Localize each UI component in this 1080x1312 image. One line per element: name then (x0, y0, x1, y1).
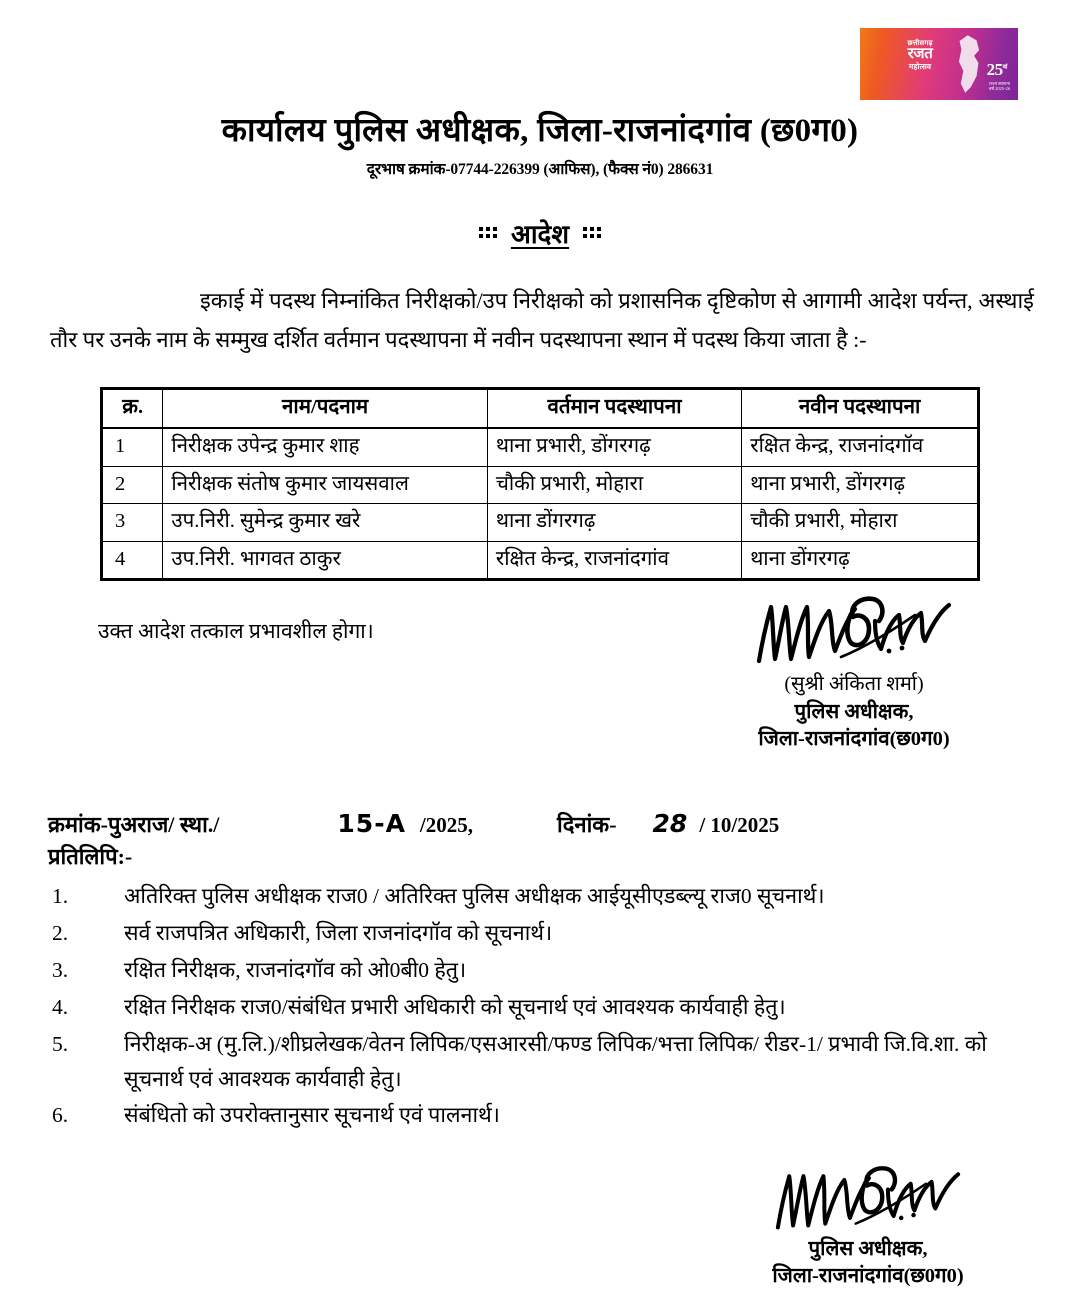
effect-and-signature-row (38, 609, 1042, 779)
reference-year: /2025, (419, 813, 474, 838)
cell-new: चौकी प्रभारी, मोहारा (742, 504, 979, 542)
list-item-text: रक्षित निरीक्षक, राजनांदगॉव को ओ0बी0 हेतु। (124, 958, 467, 983)
logo-badge-subtext-line2: वर्ष 2025-26 (988, 86, 1011, 92)
cell-serial: 3 (102, 504, 163, 542)
list-item-text: अतिरिक्त पुलिस अधीक्षक राज0 / अतिरिक्त पुलिस अधीक्षक आईयूसीएडब्ल्यू राज0 सूचनार्थ। (124, 884, 825, 909)
table-row (102, 541, 979, 580)
cell-new: थाना डोंगरगढ़ (742, 541, 979, 580)
logo-badge-subtext-line1: राज्य स्थापना (988, 81, 1011, 87)
list-item-text: संबंधितो को उपरोक्तानुसार सूचनार्थ एवं पालनार्थ। (124, 1103, 500, 1128)
logo-line-3: महोत्सव (908, 61, 932, 71)
table-header-row (102, 389, 979, 428)
cell-name: निरीक्षक उपेन्द्र कुमार शाह (163, 428, 487, 466)
chhattisgarh-rajat-mahotsav-logo (860, 28, 1018, 100)
dot-ornament-left-icon (479, 227, 497, 238)
list-item-number: 6. (52, 1103, 69, 1128)
table-row (102, 466, 979, 504)
effect-statement: उक्त आदेश तत्काल प्रभावशील होगा। (98, 619, 374, 644)
date-label: दिनांक- (557, 812, 617, 838)
cell-current: चौकी प्रभारी, मोहारा (487, 466, 741, 504)
transfer-table-body (102, 428, 979, 580)
transfer-table (100, 387, 980, 581)
logo-line-1: छत्तीसगढ़ (907, 39, 933, 48)
cell-serial: 2 (102, 466, 163, 504)
signatory-designation: पुलिस अधीक्षक, (794, 700, 914, 723)
logo-line-2: रजत (907, 46, 933, 63)
signature-block-top (704, 591, 1004, 752)
cell-current: थाना प्रभारी, डोंगरगढ़ (487, 428, 741, 466)
order-body-paragraph: इकाई में पदस्थ निम्नांकित निरीक्षको/उप निरीक्षको को प्रशासनिक दृष्टिकोण से आगामी आदेश पर्यन्त, अस्थाई तौर पर उनके नाम के सम्मुख दर्शित वर्तमान पदस्थापना में नवीन पदस्थापना स्थान में पदस्थ किया जाता है :- (50, 287, 1034, 353)
cell-name: उप.निरी. भागवत ठाकुर (163, 541, 487, 580)
list-item (52, 879, 1028, 914)
signatory-designation: पुलिस अधीक्षक, (808, 1237, 928, 1260)
list-item (52, 990, 1028, 1025)
column-header-current: वर्तमान पदस्थापना (487, 389, 741, 428)
reference-label: क्रमांक-पुअराज/ स्था./ (48, 812, 220, 838)
transfer-table-head (102, 389, 979, 428)
logo-number-value: 25 (986, 60, 1003, 80)
column-header-new: नवीन पदस्थापना (742, 389, 979, 428)
order-heading-text: आदेश (510, 219, 570, 249)
copy-distribution-list (38, 879, 1042, 1133)
list-item-number: 1. (52, 884, 69, 909)
column-header-name: नाम/पदनाम (163, 389, 487, 428)
logo-text-block (885, 40, 955, 70)
reference-number-value: 15-A (337, 809, 406, 839)
list-item-number: 5. (52, 1031, 69, 1056)
list-item-number: 2. (52, 921, 69, 946)
cell-new: थाना प्रभारी, डोंगरगढ़ (742, 466, 979, 504)
table-row (102, 428, 979, 466)
copy-to-label: प्रतिलिपि:- (48, 844, 133, 870)
handwritten-signature-icon (749, 591, 959, 669)
column-header-serial: क्र. (102, 389, 163, 428)
office-title: कार्यालय पुलिस अधीक्षक, जिला-राजनांदगांव (छ0ग0) (221, 113, 859, 149)
list-item-text: सर्व राजपत्रित अधिकारी, जिला राजनांदगॉव को सूचनार्थ। (124, 921, 553, 946)
transfer-table-wrapper (38, 387, 1042, 581)
dot-ornament-right-icon (583, 227, 601, 238)
reference-line (38, 809, 1042, 839)
cell-current: थाना डोंगरगढ़ (487, 504, 741, 542)
list-item (52, 953, 1028, 988)
list-item-number: 4. (52, 994, 69, 1019)
list-item-number: 3. (52, 958, 69, 983)
office-phone-line: दूरभाष क्रमांक-07744-226399 (आफिस), (फैक्स नं0) 286631 (366, 160, 714, 178)
logo-anniversary-number (987, 61, 1007, 78)
cell-name: निरीक्षक संतोष कुमार जायसवाल (163, 466, 487, 504)
signatory-name: (सुश्री अंकिता शर्मा) (784, 673, 924, 696)
list-item (52, 1098, 1028, 1133)
list-item-text: रक्षित निरीक्षक राज0/संबंधित प्रभारी अधिकारी को सूचनार्थ एवं आवश्यक कार्यवाही हेतु। (124, 994, 786, 1019)
logo-banner (860, 28, 1018, 100)
table-row (102, 504, 979, 542)
handwritten-signature-icon (763, 1161, 973, 1235)
list-item-text: निरीक्षक-अ (मु.लि.)/शीघ्रलेखक/वेतन लिपिक/एसआरसी/फण्ड लिपिक/भत्ता लिपिक/ रीडर-1/ प्रभावी जि.वि.शा. को सूचनार्थ एवं आवश्यक कार्यवाही हेतु। (124, 1031, 987, 1091)
cell-serial: 4 (102, 541, 163, 580)
cell-current: रक्षित केन्द्र, राजनांदगांव (487, 541, 741, 580)
order-heading (38, 215, 1042, 251)
signature-block-bottom (718, 1161, 1018, 1290)
date-day-value: 28 (652, 809, 688, 839)
cell-name: उप.निरी. सुमेन्द्र कुमार खरे (163, 504, 487, 542)
list-item (52, 916, 1028, 951)
chhattisgarh-map-icon (953, 35, 985, 93)
logo-badge-subtext (989, 81, 1010, 91)
cell-serial: 1 (102, 428, 163, 466)
signatory-district: जिला-राजनांदगांव(छ0ग0) (772, 1264, 964, 1287)
signatory-district: जिला-राजनांदगांव(छ0ग0) (758, 727, 950, 750)
cell-new: रक्षित केन्द्र, राजनांदगॉव (742, 428, 979, 466)
list-item (52, 1027, 1028, 1097)
date-month-year: / 10/2025 (699, 813, 780, 838)
logo-number-suffix: वां (1002, 64, 1007, 71)
